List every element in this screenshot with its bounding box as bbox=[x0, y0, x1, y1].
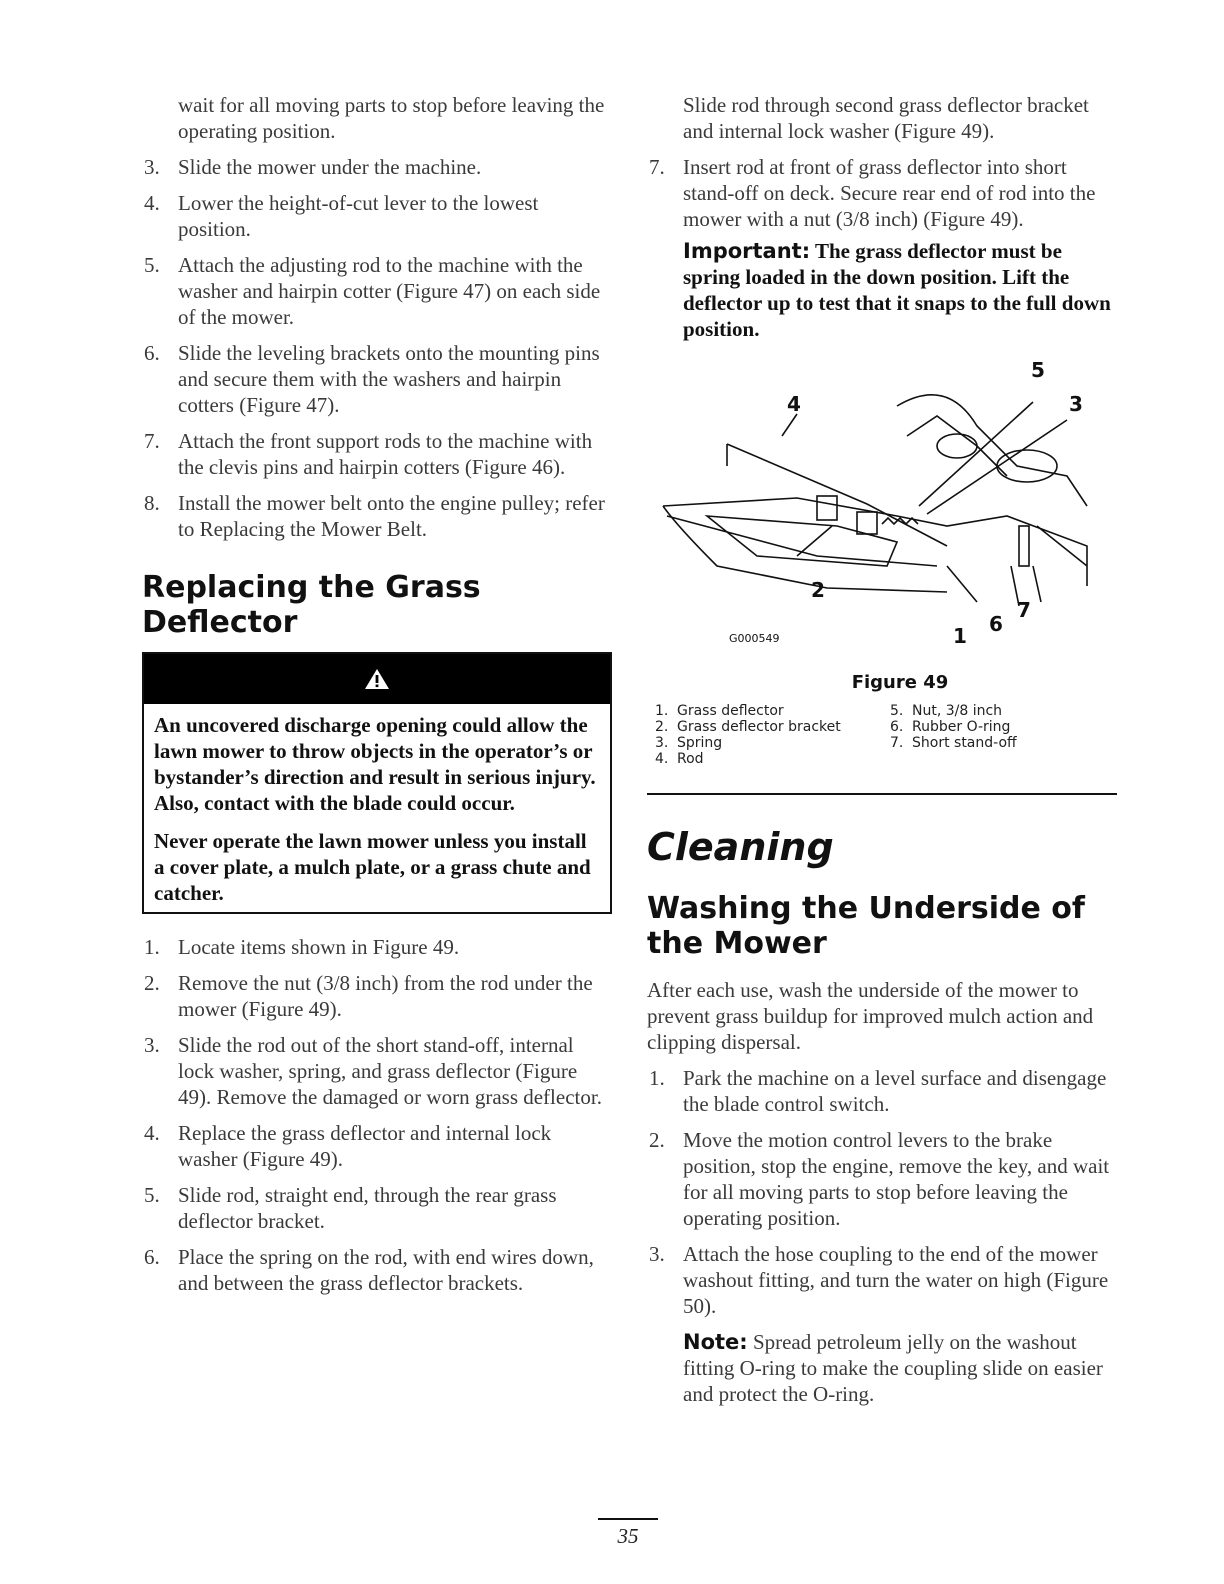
legend-item: 2. Grass deflector bracket bbox=[655, 719, 841, 735]
legend-item: 6. Rubber O-ring bbox=[890, 719, 1011, 735]
warning-body bbox=[144, 704, 610, 912]
section-heading: Washing the Underside of the Mower bbox=[647, 891, 1085, 961]
callout-label: 3 bbox=[1069, 392, 1083, 416]
left-column bbox=[142, 92, 612, 1306]
callout-label: 2 bbox=[811, 578, 825, 602]
continued-text: Slide rod through second grass deflector bracket and internal lock washer (Figure 49). bbox=[683, 93, 1089, 143]
important-text: The grass deflector must be spring loaded in the down position. Lift the deflector up to test that it snaps to the full down position. bbox=[683, 239, 1111, 341]
callout-label: 5 bbox=[1031, 358, 1045, 382]
grass-deflector-diagram bbox=[647, 366, 1117, 666]
figure-49-illustration bbox=[647, 358, 1117, 666]
steps-list-top bbox=[142, 154, 612, 542]
page-number: 35 bbox=[598, 1518, 658, 1549]
list-item: 5. Attach the adjusting rod to the machine with the washer and hairpin cotter (Figure 47) on each side of the mower. bbox=[144, 253, 601, 329]
list-item: 4. Lower the height-of-cut lever to the lowest position. bbox=[144, 191, 539, 241]
important-note bbox=[683, 238, 1117, 342]
legend-item: 5. Nut, 3/8 inch bbox=[890, 703, 1003, 719]
legend-column bbox=[655, 703, 890, 767]
callout-label: 7 bbox=[1017, 598, 1031, 622]
warning-text: Never operate the lawn mower unless you install a cover plate, a mulch plate, or a grass chute and catcher. bbox=[154, 829, 591, 905]
list-item: 6. Place the spring on the rod, with end wires down, and between the grass deflector brackets. bbox=[144, 1245, 594, 1295]
list-item: 5. Slide rod, straight end, through the rear grass deflector bracket. bbox=[144, 1183, 557, 1233]
callout-label: 6 bbox=[989, 612, 1003, 636]
list-item: 4. Replace the grass deflector and internal lock washer (Figure 49). bbox=[144, 1121, 552, 1171]
list-item: 8. Install the mower belt onto the engine pulley; refer to Replacing the Mower Belt. bbox=[144, 491, 605, 541]
legend-item: 7. Short stand-off bbox=[890, 735, 1017, 751]
list-item: 2. Remove the nut (3/8 inch) from the rod under the mower (Figure 49). bbox=[144, 971, 593, 1021]
legend-item: 1. Grass deflector bbox=[655, 703, 784, 719]
chapter-title: Cleaning bbox=[647, 825, 834, 869]
warning-text: An uncovered discharge opening could allow the lawn mower to throw objects in the operator’s or bystander’s direction and result in serious injury. Also, contact with the blade could occur. bbox=[154, 713, 596, 815]
list-item: 7. Attach the front support rods to the machine with the clevis pins and hairpin cotters (Figure 46). bbox=[144, 429, 593, 479]
list-item: 3. Slide the mower under the machine. bbox=[144, 155, 482, 179]
warning-triangle-icon bbox=[364, 667, 390, 691]
legend-item: 3. Spring bbox=[655, 735, 723, 751]
continued-text: wait for all moving parts to stop before leaving the operating position. bbox=[178, 93, 605, 143]
legend-item: 4. Rod bbox=[655, 751, 704, 767]
list-item: 3. Attach the hose coupling to the end of the mower washout fitting, and turn the water on high (Figure 50). bbox=[649, 1242, 1109, 1318]
callout-label: 1 bbox=[953, 624, 967, 648]
steps-list-bottom bbox=[142, 934, 612, 1296]
figure-legend bbox=[647, 703, 1117, 767]
steps-list-continued bbox=[647, 154, 1117, 232]
figure-caption: Figure 49 bbox=[851, 672, 949, 693]
list-item: 1. Locate items shown in Figure 49. bbox=[144, 935, 460, 959]
right-column bbox=[647, 92, 1117, 1407]
section-divider bbox=[647, 793, 1117, 795]
note-text: Spread petroleum jelly on the washout fitting O-ring to make the coupling slide on easier and protect the O-ring. bbox=[683, 1330, 1103, 1406]
warning-box bbox=[142, 652, 612, 914]
list-item: 7. Insert rod at front of grass deflector into short stand-off on deck. Secure rear end of rod into the mower with a nut (3/8 inch) (Figure 49). bbox=[649, 155, 1096, 231]
warning-header bbox=[144, 654, 610, 704]
list-item: 3. Slide the rod out of the short stand-off, internal lock washer, spring, and grass deflector (Figure 49). Remove the damaged or worn grass deflector. bbox=[144, 1033, 602, 1109]
figure-id: G000549 bbox=[729, 632, 780, 645]
note bbox=[683, 1329, 1117, 1407]
steps-list bbox=[647, 1065, 1117, 1319]
callout-label: 4 bbox=[787, 392, 801, 416]
list-item: 2. Move the motion control levers to the brake position, stop the engine, remove the key, and wait for all moving parts to stop before leaving the operating position. bbox=[649, 1128, 1110, 1230]
section-heading: Replacing the Grass Deflector bbox=[142, 570, 481, 640]
important-label: Important: bbox=[683, 239, 811, 263]
list-item: 6. Slide the leveling brackets onto the mounting pins and secure them with the washers and hairpin cotters (Figure 47). bbox=[144, 341, 600, 417]
paragraph: After each use, wash the underside of the mower to prevent grass buildup for improved mulch action and clipping dispersal. bbox=[647, 978, 1094, 1054]
legend-column bbox=[890, 703, 1017, 767]
list-item: 1. Park the machine on a level surface and disengage the blade control switch. bbox=[649, 1066, 1107, 1116]
note-label: Note: bbox=[683, 1330, 748, 1354]
